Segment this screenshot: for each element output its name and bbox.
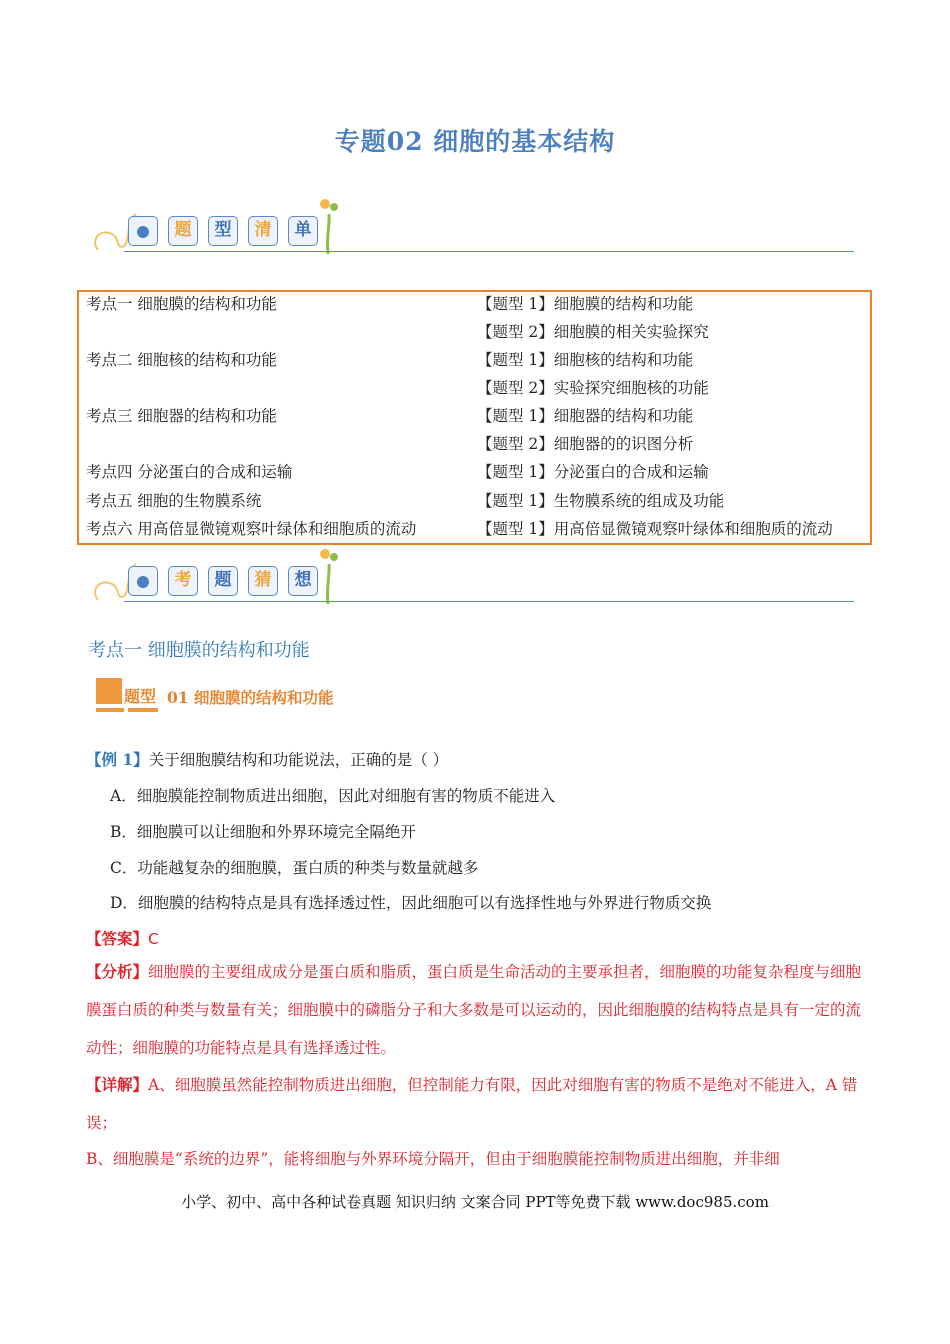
- example-label: 【例 1】: [86, 750, 149, 769]
- section-banner-exam-guesses: [90, 546, 860, 610]
- section-banner-question-types: [90, 196, 860, 260]
- option-a: A．细胞膜能控制物质进出细胞，因此对细胞有害的物质不能进入: [110, 787, 556, 805]
- answer-label: 【答案】: [86, 929, 149, 948]
- section-heading: 考点一 细胞膜的结构和功能: [88, 640, 310, 661]
- banner-dot-tile: [128, 566, 158, 596]
- type-item-4: 【题型 2】实验探究细胞核的功能: [477, 379, 709, 397]
- analysis-label: 【分析】: [86, 962, 149, 981]
- type-item-2: 【题型 2】细胞膜的相关实验探究: [477, 323, 709, 341]
- type-item-7: 【题型 1】分泌蛋白的合成和运输: [477, 463, 709, 481]
- banner-char-1: 题: [168, 216, 198, 246]
- question-stem: [86, 748, 448, 770]
- option-b: B．细胞膜可以让细胞和外界环境完全隔绝开: [110, 823, 416, 841]
- banner-char-1: 考: [168, 566, 198, 596]
- page-footer: 小学、初中、高中各种试卷真题 知识归纳 文案合同 PPT等免费下载 www.doc985.com: [181, 1193, 769, 1211]
- detail-paragraph: [86, 1066, 866, 1142]
- stem-text: 关于细胞膜结构和功能说法，正确的是（ ）: [148, 751, 449, 769]
- kp-label-1: 考点一 细胞膜的结构和功能: [86, 295, 277, 313]
- type-badge-title: 01 细胞膜的结构和功能: [167, 688, 334, 707]
- answer-value: C: [148, 930, 159, 948]
- answer-line: [86, 927, 159, 949]
- banner-dot-tile: [128, 216, 158, 246]
- page-title: 专题02 细胞的基本结构: [334, 127, 616, 156]
- kp-label-4: 考点四 分泌蛋白的合成和运输: [86, 463, 293, 481]
- banner-char-3: 清: [248, 216, 278, 246]
- type-item-9: 【题型 1】用高倍显微镜观察叶绿体和细胞质的流动: [477, 520, 833, 538]
- kp-label-3: 考点三 细胞器的结构和功能: [86, 407, 277, 425]
- analysis-paragraph: [86, 953, 866, 1067]
- type-item-8: 【题型 1】生物膜系统的组成及功能: [477, 492, 725, 510]
- type-item-1: 【题型 1】细胞膜的结构和功能: [477, 295, 694, 313]
- kp-label-5: 考点五 细胞的生物膜系统: [86, 492, 262, 510]
- kp-label-6: 考点六 用高倍显微镜观察叶绿体和细胞质的流动: [86, 520, 417, 538]
- detail-text-b: [86, 1140, 866, 1178]
- type-item-3: 【题型 1】细胞核的结构和功能: [477, 351, 694, 369]
- banner-char-3: 猜: [248, 566, 278, 596]
- type-badge-label: 题型: [124, 687, 157, 706]
- detail-label: 【详解】: [86, 1075, 149, 1094]
- banner-char-4: 单: [288, 216, 318, 246]
- kp-label-2: 考点二 细胞核的结构和功能: [86, 351, 277, 369]
- banner-char-2: 题: [208, 566, 238, 596]
- type-item-6: 【题型 2】细胞器的的识图分析: [477, 435, 694, 453]
- banner-char-2: 型: [208, 216, 238, 246]
- detail-text-b-content: B、细胞膜是“系统的边界”，能将细胞与外界环境分隔开，但由于细胞膜能控制物质进出细胞，并非细: [86, 1150, 780, 1168]
- type-item-5: 【题型 1】细胞器的结构和功能: [477, 407, 694, 425]
- sprout-icon: [316, 546, 346, 606]
- option-c: C．功能越复杂的细胞膜，蛋白质的种类与数量就越多: [110, 859, 479, 877]
- banner-char-4: 想: [288, 566, 318, 596]
- analysis-text: 细胞膜的主要组成成分是蛋白质和脂质，蛋白质是生命活动的主要承担者，细胞膜的功能复杂程度与细胞膜蛋白质的种类与数量有关；细胞膜中的磷脂分子和大多数是可以运动的，因此细胞膜的结构特点是具有一定的流动性；细胞膜的功能特点是具有选择透过性。: [86, 963, 862, 1057]
- question-type-badge: [96, 676, 386, 720]
- detail-text-a: A、细胞膜虽然能控制物质进出细胞，但控制能力有限，因此对细胞有害的物质不是绝对不能进入，A 错误；: [86, 1076, 858, 1132]
- option-d: D．细胞膜的结构特点是具有选择透过性，因此细胞可以有选择性地与外界进行物质交换: [110, 894, 712, 912]
- sprout-icon: [316, 196, 346, 256]
